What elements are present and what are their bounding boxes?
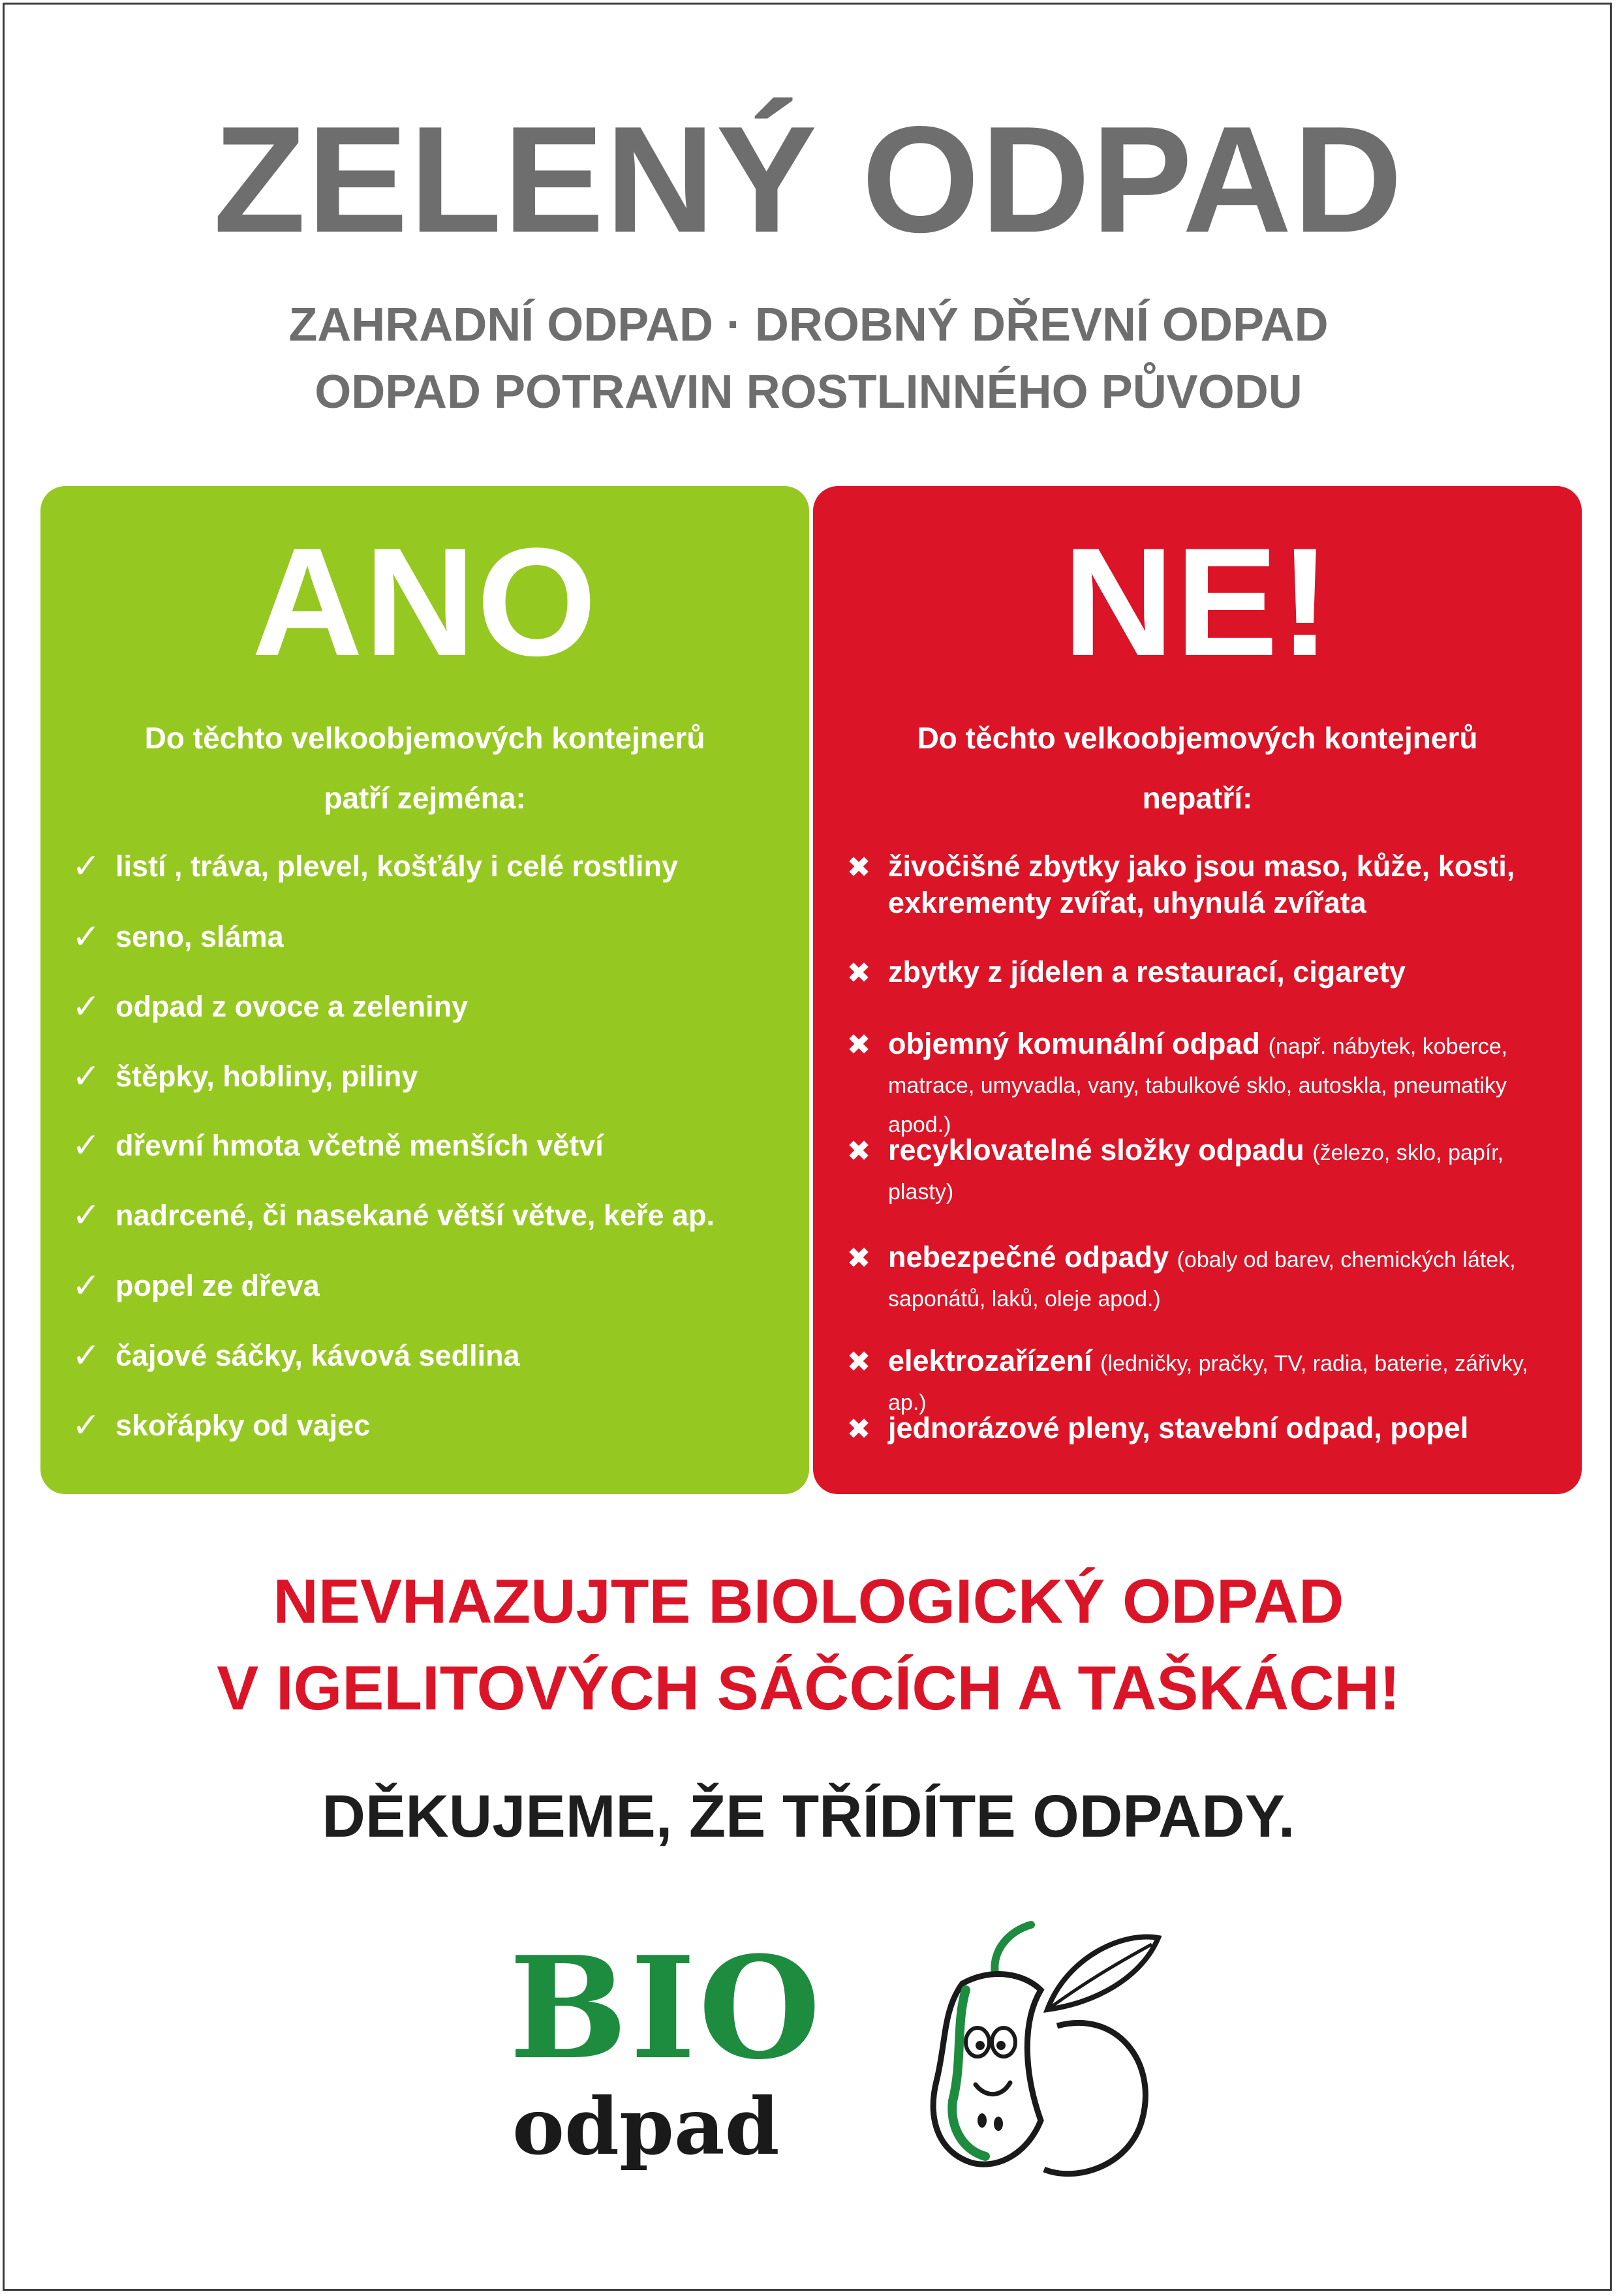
- yes-list-item-text: odpad z ovoce a zeleniny: [116, 990, 469, 1023]
- yes-intro: [40, 708, 809, 828]
- no-list-item-note: (železo, sklo, papír, plasty): [888, 1140, 1504, 1204]
- no-list-item-text: [888, 1343, 1562, 1421]
- logo-word-odpad: odpad: [512, 2081, 780, 2173]
- check-icon: ✓: [72, 1197, 100, 1234]
- yes-list-item-text: seno, sláma: [116, 920, 284, 953]
- yes-intro-line-1: Do těchto velkoobjemových kontejnerů: [144, 721, 705, 755]
- yes-list-item-text: čajové sáčky, kávová sedlina: [116, 1339, 520, 1372]
- no-list-item-main: zbytky z jídelen a restaurací, cigarety: [888, 955, 1406, 988]
- check-icon: ✓: [72, 918, 100, 956]
- no-list-item-text: [888, 848, 1562, 921]
- bio-odpad-logo: [450, 1912, 1168, 2186]
- warning-line-2: V IGELITOVÝCH SÁČCÍCH A TAŠKÁCH!: [217, 1653, 1400, 1723]
- check-icon: ✓: [72, 988, 100, 1026]
- thanks-message: DĚKUJEME, ŽE TŘÍDÍTE ODPADY.: [322, 1783, 1295, 1850]
- no-heading: NE!: [1062, 516, 1332, 688]
- no-list-item-text: [888, 1239, 1562, 1317]
- yes-list-item-text: štěpky, hobliny, piliny: [116, 1060, 418, 1093]
- cross-icon: ✖: [846, 1029, 871, 1061]
- yes-list-item-text: dřevní hmota včetně menších větví: [116, 1129, 604, 1162]
- yes-intro-line-2: patří zejména:: [324, 781, 526, 815]
- no-list-item-note: (ledničky, pračky, TV, radia, baterie, zářivky, ap.): [888, 1351, 1528, 1415]
- no-list-item-text: [888, 954, 1562, 990]
- logo-word-bio: BIO: [509, 1925, 824, 2090]
- yes-list-item-text: nadrcené, či nasekané větší větve, keře ap.: [116, 1199, 715, 1232]
- yes-panel: [40, 486, 809, 1494]
- no-intro-line-1: Do těchto velkoobjemových kontejnerů: [917, 721, 1478, 755]
- subtitle-line-2: ODPAD POTRAVIN ROSTLINNÉHO PŮVODU: [315, 366, 1302, 418]
- cross-icon: ✖: [846, 1413, 871, 1445]
- apple-core-icon: [901, 1912, 1162, 2186]
- no-list-item-text: [888, 1410, 1562, 1446]
- yes-list-item-text: skořápky od vajec: [116, 1409, 371, 1442]
- check-icon: ✓: [72, 1267, 100, 1305]
- no-list-item-note: (např. nábytek, koberce, matrace, umyvadla, vany, tabulkové sklo, autoskla, pneumatiky apod.): [888, 1034, 1508, 1137]
- yes-list-item-text: listí , tráva, plevel, košťály i celé rostliny: [116, 850, 678, 883]
- check-icon: ✓: [72, 1127, 100, 1165]
- cross-icon: ✖: [846, 957, 871, 989]
- cross-icon: ✖: [846, 1346, 871, 1378]
- yes-heading: ANO: [251, 516, 598, 688]
- no-list-item-main: nebezpečné odpady: [888, 1240, 1169, 1274]
- no-panel: [813, 486, 1582, 1494]
- warning-line-1: NEVHAZUJTE BIOLOGICKÝ ODPAD: [273, 1567, 1344, 1636]
- cross-icon: ✖: [846, 1242, 871, 1274]
- check-icon: ✓: [72, 1058, 100, 1095]
- no-list-item-main: recyklovatelné složky odpadu: [888, 1133, 1304, 1167]
- no-list-item-text: [888, 1026, 1562, 1143]
- check-icon: ✓: [72, 848, 100, 885]
- no-list-item-main: objemný komunální odpad: [888, 1027, 1261, 1060]
- no-list-item-note: (obaly od barev, chemických látek, saponátů, laků, oleje apod.): [888, 1247, 1516, 1311]
- no-list-item-main: jednorázové pleny, stavební odpad, popel: [888, 1411, 1469, 1445]
- cross-icon: ✖: [846, 1135, 871, 1167]
- no-list-item-main: elektrozařízení: [888, 1344, 1092, 1377]
- no-list-item-main: živočišné zbytky jako jsou maso, kůže, kosti, exkrementy zvířat, uhynulá zvířata: [888, 850, 1515, 919]
- subtitle-line-1: ZAHRADNÍ ODPAD · DROBNÝ DŘEVNÍ ODPAD: [288, 299, 1329, 351]
- page-title: ZELENÝ ODPAD: [213, 95, 1404, 264]
- no-list-item-text: [888, 1132, 1562, 1210]
- check-icon: ✓: [72, 1337, 100, 1375]
- check-icon: ✓: [72, 1407, 100, 1445]
- cross-icon: ✖: [846, 851, 871, 883]
- yes-list-item-text: popel ze dřeva: [116, 1269, 320, 1302]
- no-intro-line-2: nepatří:: [1142, 781, 1253, 815]
- no-intro: [813, 708, 1582, 828]
